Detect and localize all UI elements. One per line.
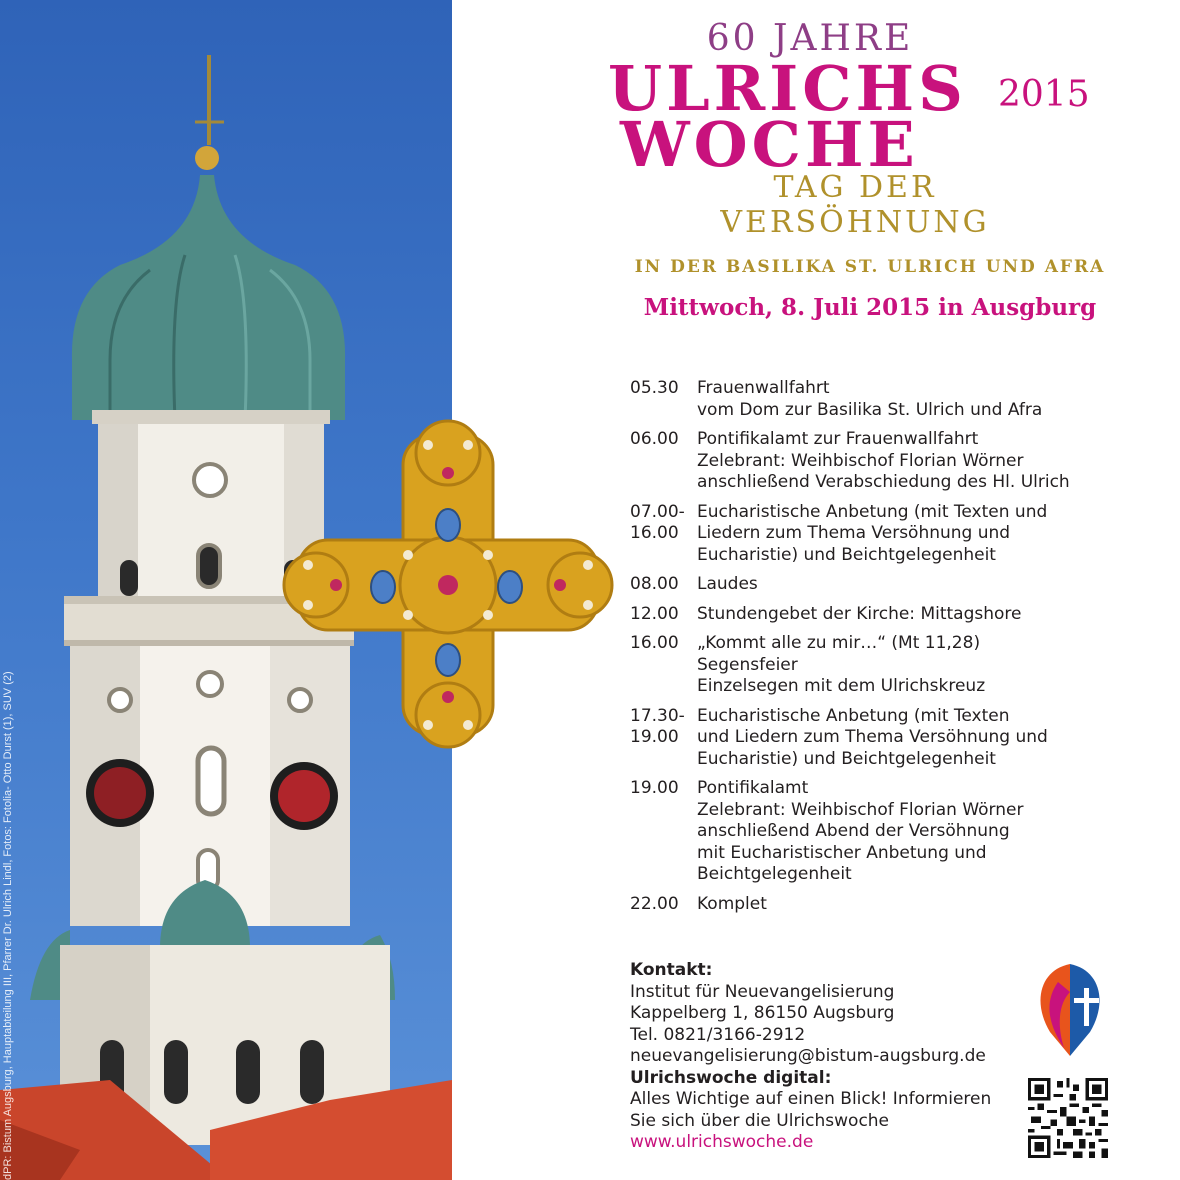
schedule-time: 16.00 bbox=[630, 633, 679, 653]
ulrich-cross-image bbox=[278, 415, 618, 755]
schedule-text: Pontifikalamt Zelebrant: Weihbischof Florian Wörner anschließend Abend der Versöhnung mit Eucharistischer Anbetung und Beichtgelegenheit bbox=[697, 778, 1024, 884]
schedule-time: 12.00 bbox=[630, 603, 679, 624]
subtitle-versoehnung: VERSÖHNUNG bbox=[720, 205, 990, 240]
schedule-time: 07.00- 16.00 bbox=[630, 501, 685, 543]
schedule-list bbox=[630, 378, 1170, 923]
schedule-text: Stundengebet der Kirche: Mittagshore bbox=[697, 603, 1022, 624]
schedule-row bbox=[630, 778, 1170, 886]
schedule-row bbox=[630, 429, 1170, 494]
schedule-text: Laudes bbox=[697, 574, 758, 594]
schedule-time: 08.00 bbox=[630, 574, 679, 594]
schedule-time: 22.00 bbox=[630, 893, 679, 914]
event-date: Mittwoch, 8. Juli 2015 in Ausgburg bbox=[643, 294, 1097, 321]
contact-org: Institut für Neuevangelisierung bbox=[630, 981, 895, 1002]
subtitle-tag-der: TAG DER bbox=[773, 170, 937, 205]
website-link[interactable]: www.ulrichswoche.de bbox=[630, 1132, 814, 1152]
title-year: 2015 bbox=[998, 74, 1090, 115]
contact-phone: Tel. 0821/3166-2912 bbox=[630, 1024, 806, 1045]
schedule-text: Pontifikalamt zur Frauenwallfahrt Zelebrant: Weihbischof Florian Wörner anschließend Verabschiedung des Hl. Ulrich bbox=[697, 429, 1070, 492]
contact-address: Kappelberg 1, 86150 Augsburg bbox=[630, 1003, 895, 1023]
diocese-logo-icon bbox=[1030, 962, 1110, 1058]
schedule-time: 05.30 bbox=[630, 378, 679, 398]
digital-heading: Ulrichswoche digital: bbox=[630, 1067, 832, 1088]
schedule-row bbox=[630, 894, 1170, 916]
schedule-text: Eucharistische Anbetung (mit Texten und Liedern zum Thema Versöhnung und Eucharistie) und Beichtgelegenheit bbox=[697, 705, 1048, 769]
schedule-row bbox=[630, 633, 1170, 698]
contact-block bbox=[630, 960, 1030, 1154]
schedule-row bbox=[630, 706, 1170, 771]
schedule-row bbox=[630, 604, 1170, 626]
schedule-text: „Kommt alle zu mir…“ (Mt 11,28) Segensfeier Einzelsegen mit dem Ulrichskreuz bbox=[697, 633, 986, 696]
location-line: IN DER BASILIKA ST. ULRICH UND AFRA bbox=[634, 257, 1106, 277]
schedule-text: Frauenwallfahrt vom Dom zur Basilika St. Ulrich und Afra bbox=[697, 378, 1043, 420]
qr-code-icon[interactable] bbox=[1028, 1078, 1108, 1158]
contact-heading: Kontakt: bbox=[630, 960, 713, 980]
schedule-time: 06.00 bbox=[630, 429, 679, 449]
schedule-row bbox=[630, 574, 1170, 596]
title-ulrichs: ULRICHS bbox=[608, 52, 967, 125]
schedule-text: Eucharistische Anbetung (mit Texten und Liedern zum Thema Versöhnung und Eucharistie) und Beichtgelegenheit bbox=[697, 501, 1048, 565]
digital-line2: Sie sich über die Ulrichswoche bbox=[630, 1110, 890, 1131]
schedule-time: 19.00 bbox=[630, 778, 679, 798]
anniversary-label: 60 JAHRE bbox=[706, 18, 914, 59]
schedule-time: 17.30- 19.00 bbox=[630, 705, 685, 747]
photo-credit: dPR: Bistum Augsburg, Hauptabteilung III, Pfarrer Dr. Ulrich Lindl, Fotos: Fotolia- Otto Durst (1), SUV (2) bbox=[2, 671, 14, 1180]
schedule-text: Komplet bbox=[697, 893, 767, 914]
schedule-row bbox=[630, 502, 1170, 567]
digital-line1: Alles Wichtige auf einen Blick! Informieren bbox=[630, 1089, 992, 1109]
schedule-row bbox=[630, 378, 1170, 421]
title-woche: WOCHE bbox=[620, 108, 919, 181]
contact-email[interactable]: neuevangelisierung@bistum-augsburg.de bbox=[630, 1046, 986, 1066]
